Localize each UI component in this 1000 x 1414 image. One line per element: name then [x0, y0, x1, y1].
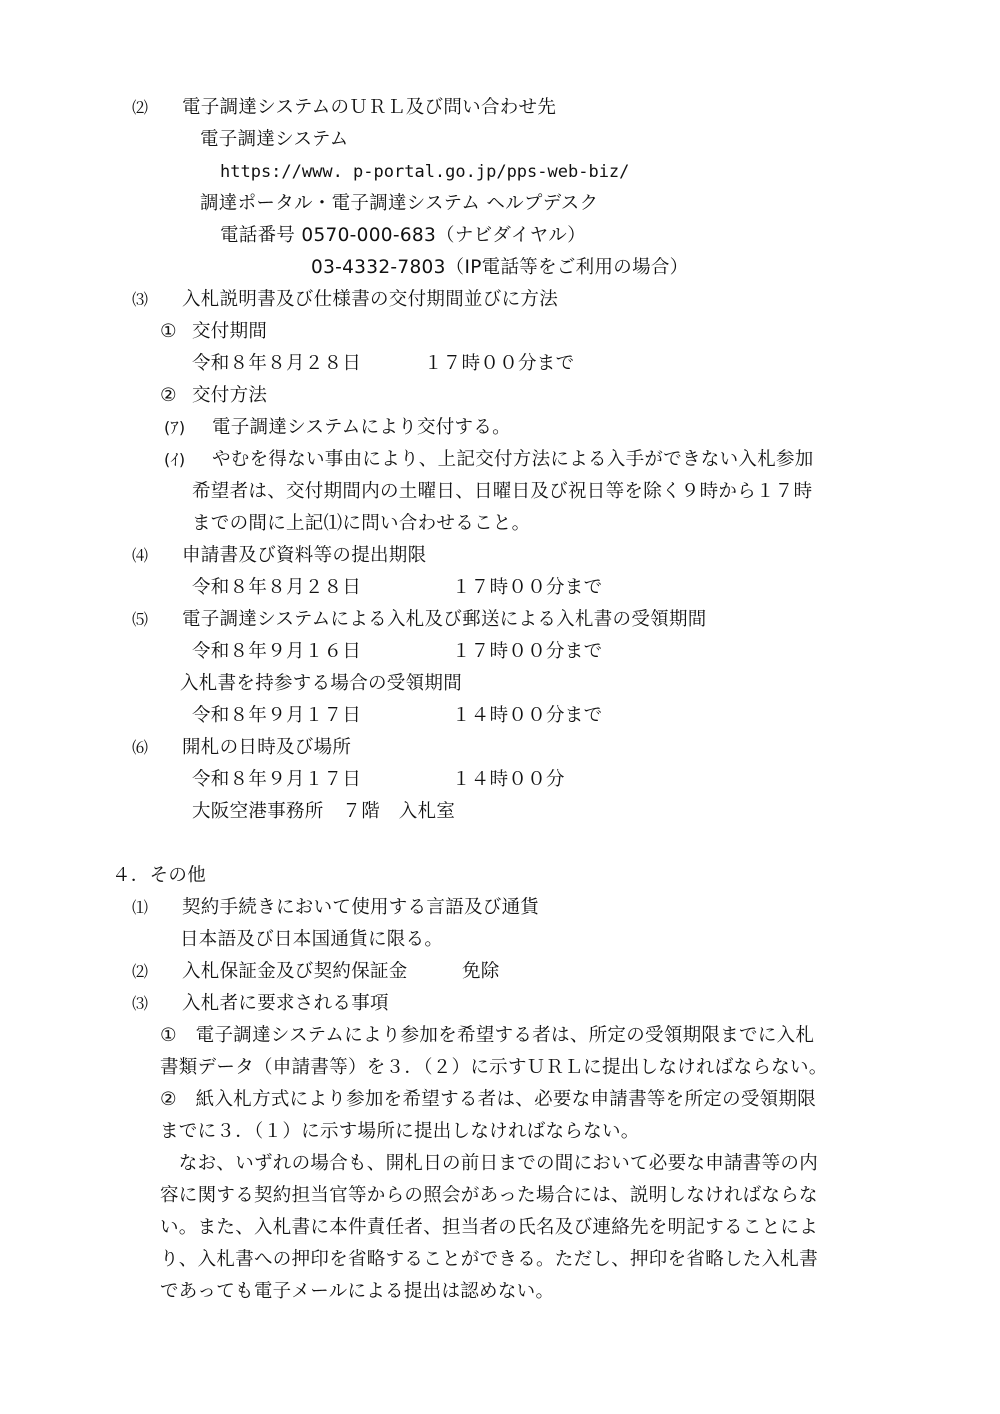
- item-heading: 契約手続きにおいて使用する言語及び通貨: [182, 897, 540, 918]
- paragraph-line: り、入札書への押印を省略することができる。ただし、押印を省略した入札書: [160, 1249, 819, 1270]
- item-heading: 入札保証金及び契約保証金: [182, 961, 408, 982]
- opening-time: １４時００分: [452, 769, 565, 790]
- item-marker: ⑷: [132, 546, 149, 565]
- item-value: 免除: [462, 961, 500, 982]
- list-text: やむを得ない事由により、上記交付方法による入手ができない入札参加: [212, 449, 814, 470]
- section-heading: ４．その他: [112, 865, 207, 886]
- helpdesk-name: 調達ポータル・電子調達システム ヘルプデスク: [200, 193, 599, 214]
- item-heading: 電子調達システムによる入札及び郵送による入札書の受領期間: [182, 609, 707, 630]
- paragraph-line: い。また、入札書に本件責任者、担当者の氏名及び連絡先を明記することによ: [160, 1217, 819, 1238]
- item-heading: 開札の日時及び場所: [182, 737, 352, 758]
- paragraph-line: までに３．（１）に示す場所に提出しなければならない。: [160, 1121, 640, 1142]
- phone-number-ip: 03-4332-7803（IP電話等をご利用の場合）: [311, 257, 689, 278]
- sub-heading: 交付期間: [192, 321, 268, 342]
- item-marker: ⑶: [132, 994, 149, 1013]
- paragraph-line: であっても電子メールによる提出は認めない。: [160, 1281, 555, 1302]
- opening-place: 大阪空港事務所 ７階 入札室: [192, 801, 456, 822]
- item-heading: 申請書及び資料等の提出期限: [182, 545, 427, 566]
- list-marker: (ｱ): [164, 418, 186, 437]
- deadline-date: 令和８年９月１６日: [192, 641, 362, 662]
- list-text: 希望者は、交付期間内の土曜日、日曜日及び祝日等を除く９時から１７時: [192, 481, 813, 502]
- deadline-date: 令和８年９月１７日: [192, 705, 362, 726]
- opening-date: 令和８年９月１７日: [192, 769, 362, 790]
- list-text: までの間に上記⑴に問い合わせること。: [192, 513, 531, 534]
- sub-marker: ②: [160, 385, 177, 406]
- list-marker: (ｲ): [164, 450, 186, 469]
- item-heading: 電子調達システムのＵＲＬ及び問い合わせ先: [182, 97, 557, 118]
- deadline-date: 令和８年８月２８日: [192, 577, 362, 598]
- system-name: 電子調達システム: [200, 129, 349, 150]
- paragraph-line: なお、いずれの場合も、開札日の前日までの間において必要な申請書等の内: [160, 1153, 819, 1174]
- sub-marker: ①: [160, 321, 177, 342]
- deadline-time: １７時００分まで: [452, 577, 603, 598]
- item-heading: 入札説明書及び仕様書の交付期間並びに方法: [182, 289, 559, 310]
- paragraph-line: ① 電子調達システムにより参加を希望する者は、所定の受領期限までに入札: [160, 1025, 815, 1046]
- item-marker: ⑶: [132, 290, 149, 309]
- list-text: 電子調達システムにより交付する。: [212, 417, 511, 438]
- item-marker: ⑴: [132, 898, 149, 917]
- deadline-time: １７時００分まで: [424, 353, 575, 374]
- item-marker: ⑹: [132, 738, 149, 757]
- deadline-time: １７時００分まで: [452, 641, 603, 662]
- item-marker: ⑵: [132, 962, 149, 981]
- sub-heading: 交付方法: [192, 385, 268, 406]
- item-heading: 入札者に要求される事項: [182, 993, 389, 1014]
- portal-url-link[interactable]: https://www. p-portal.go.jp/pps-web-biz/: [220, 162, 630, 182]
- phone-number: 電話番号 0570-000-683（ナビダイヤル）: [220, 225, 586, 246]
- paragraph-line: 容に関する契約担当官等からの照会があった場合には、説明しなければならな: [160, 1185, 818, 1206]
- item-marker: ⑸: [132, 610, 149, 629]
- sub-heading: 入札書を持参する場合の受領期間: [180, 673, 463, 694]
- paragraph-line: ② 紙入札方式により参加を希望する者は、必要な申請書等を所定の受領期限: [160, 1089, 817, 1110]
- item-text: 日本語及び日本国通貨に限る。: [180, 929, 444, 950]
- deadline-date: 令和８年８月２８日: [192, 353, 362, 374]
- deadline-time: １４時００分まで: [452, 705, 603, 726]
- item-marker: ⑵: [132, 98, 149, 117]
- paragraph-line: 書類データ（申請書等）を３．（２）に示すＵＲＬに提出しなければならない。: [160, 1057, 828, 1078]
